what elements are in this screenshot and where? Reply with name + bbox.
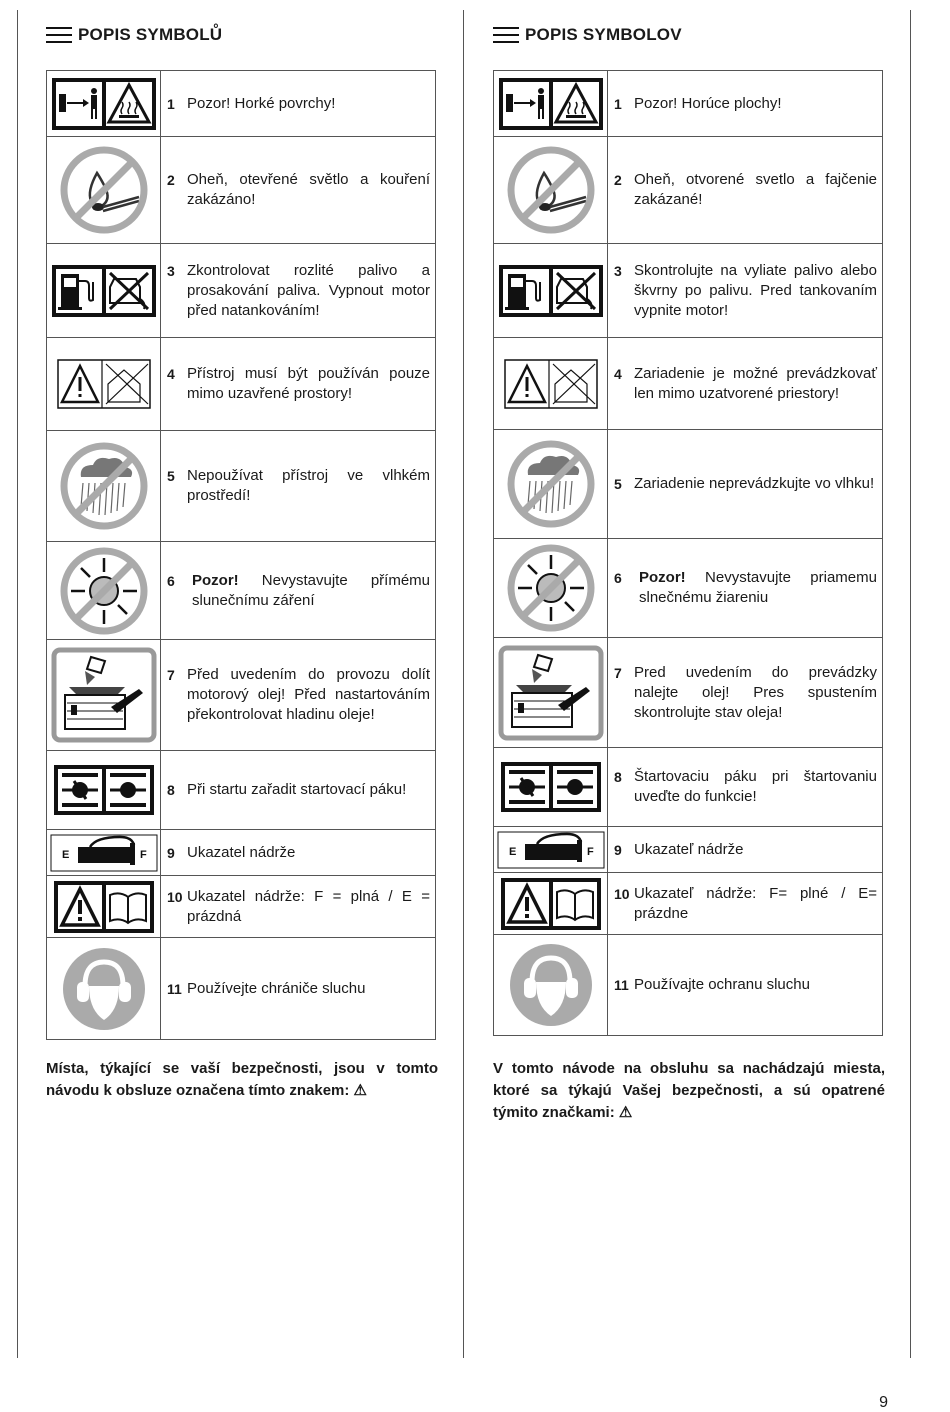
section-title: POPIS SYMBOLOV [525, 25, 682, 44]
symbol-row [494, 137, 883, 244]
no-rain-icon [494, 430, 608, 539]
symbol-row [494, 338, 883, 430]
symbol-row [494, 827, 883, 873]
page-number: 9 [879, 1394, 888, 1411]
svg-text:F: F [139, 848, 147, 861]
section-header [46, 24, 222, 46]
symbol-row [47, 137, 436, 244]
oil-check-icon [494, 638, 608, 748]
symbol-row [47, 338, 436, 431]
fuel-gauge-icon [494, 827, 608, 873]
symbol-row [47, 830, 436, 876]
symbol-description: 5 Nepoužívat přístroj ve vlhkém prostředí! [161, 431, 436, 542]
menu-lines-icon [493, 27, 519, 43]
symbol-description: 11 Používajte ochranu sluchu [608, 935, 883, 1036]
svg-text:E: E [61, 848, 69, 861]
symbol-row [47, 542, 436, 640]
section-header [493, 24, 682, 46]
symbol-description: 5 Zariadenie neprevádzkujte vo vlhku! [608, 430, 883, 539]
hot-surface-icon [47, 71, 161, 137]
start-lever-icon [47, 751, 161, 830]
safety-note: V tomto návode na obsluhu sa nachádzajú miesta, ktoré sa týkajú Vašej bezpečnosti, a sú opatrené týmito značkami: ⚠ [493, 1060, 885, 1121]
symbol-row [47, 244, 436, 338]
symbol-row [494, 935, 883, 1036]
no-sun-icon [494, 539, 608, 638]
warning-manual-icon [494, 873, 608, 935]
svg-text:F: F [586, 845, 594, 858]
symbol-row [47, 876, 436, 938]
fuel-check-icon [494, 244, 608, 338]
fuel-gauge-icon [47, 830, 161, 876]
symbol-description: 8 Štartovaciu páku pri štartovaniu uveďte do funkcie! [608, 748, 883, 827]
symbol-description: 3 Skontrolujte na vyliate palivo alebo škvrny po palivu. Pred tankovaním vypnite motor! [608, 244, 883, 338]
symbol-row [47, 751, 436, 830]
svg-text:E: E [508, 845, 516, 858]
symbol-description: 8 Při startu zařadit startovací páku! [161, 751, 436, 830]
fuel-check-icon [47, 244, 161, 338]
center-divider-line [463, 10, 464, 1358]
symbol-row [47, 431, 436, 542]
symbol-row [494, 748, 883, 827]
outdoor-only-icon [494, 338, 608, 430]
symbol-description: 9 Ukazatel nádrže [161, 830, 436, 876]
section-title: POPIS SYMBOLŮ [78, 25, 223, 44]
outdoor-only-icon [47, 338, 161, 431]
symbol-description: 1 Pozor! Horké povrchy! [161, 71, 436, 137]
symbol-description: 2 Oheň, otevřené světlo a kouření zakázáno! [161, 137, 436, 244]
no-fire-icon [494, 137, 608, 244]
symbol-table [493, 70, 883, 1036]
hot-surface-icon [494, 71, 608, 137]
ear-protection-icon [47, 938, 161, 1040]
symbol-row [47, 938, 436, 1040]
menu-lines-icon [46, 27, 72, 43]
symbol-description: 3 Zkontrolovat rozlité palivo a prosakování paliva. Vypnout motor před natankováním! [161, 244, 436, 338]
symbol-row [47, 71, 436, 137]
symbol-row [494, 430, 883, 539]
symbol-row [47, 640, 436, 751]
symbol-description: 7 Před uvedením do provozu dolít motorový olej! Před nastartováním překontrolovat hladinu oleje! [161, 640, 436, 751]
right-margin-line [910, 10, 911, 1358]
symbol-description: 7 Pred uvedením do prevádzky nalejte olej! Pres spustením skontrolujte stav oleja! [608, 638, 883, 748]
symbol-table [46, 70, 436, 1040]
ear-protection-icon [494, 935, 608, 1036]
symbol-row [494, 638, 883, 748]
symbol-row [494, 873, 883, 935]
no-fire-icon [47, 137, 161, 244]
start-lever-icon [494, 748, 608, 827]
symbol-row [494, 244, 883, 338]
symbol-row [494, 71, 883, 137]
oil-check-icon [47, 640, 161, 751]
no-rain-icon [47, 431, 161, 542]
symbol-description: 1 Pozor! Horúce plochy! [608, 71, 883, 137]
symbol-description: 11 Používejte chrániče sluchu [161, 938, 436, 1040]
symbol-description: 10 Ukazateľ nádrže: F= plné / E= prázdne [608, 873, 883, 935]
symbol-row [494, 539, 883, 638]
warning-manual-icon [47, 876, 161, 938]
safety-note: Místa, týkající se vaší bezpečnosti, jsou v tomto návodu k obsluze označena tímto znakem: ⚠ [46, 1060, 438, 1099]
symbol-description: 2 Oheň, otvorené svetlo a fajčenie zakázané! [608, 137, 883, 244]
symbol-description: 10 Ukazatel nádrže: F = plná / E = prázdná [161, 876, 436, 938]
symbol-description: 4 Přístroj musí být používán pouze mimo uzavřené prostory! [161, 338, 436, 431]
symbol-description: 4 Zariadenie je možné prevádzkovať len mimo uzatvorené priestory! [608, 338, 883, 430]
left-margin-line [17, 10, 18, 1358]
symbol-description: 6 Pozor! Nevystavujte priamemu slnečnému žiareniu [608, 539, 883, 638]
no-sun-icon [47, 542, 161, 640]
symbol-description: 6 Pozor! Nevystavujte přímému slunečnímu záření [161, 542, 436, 640]
symbol-description: 9 Ukazateľ nádrže [608, 827, 883, 873]
